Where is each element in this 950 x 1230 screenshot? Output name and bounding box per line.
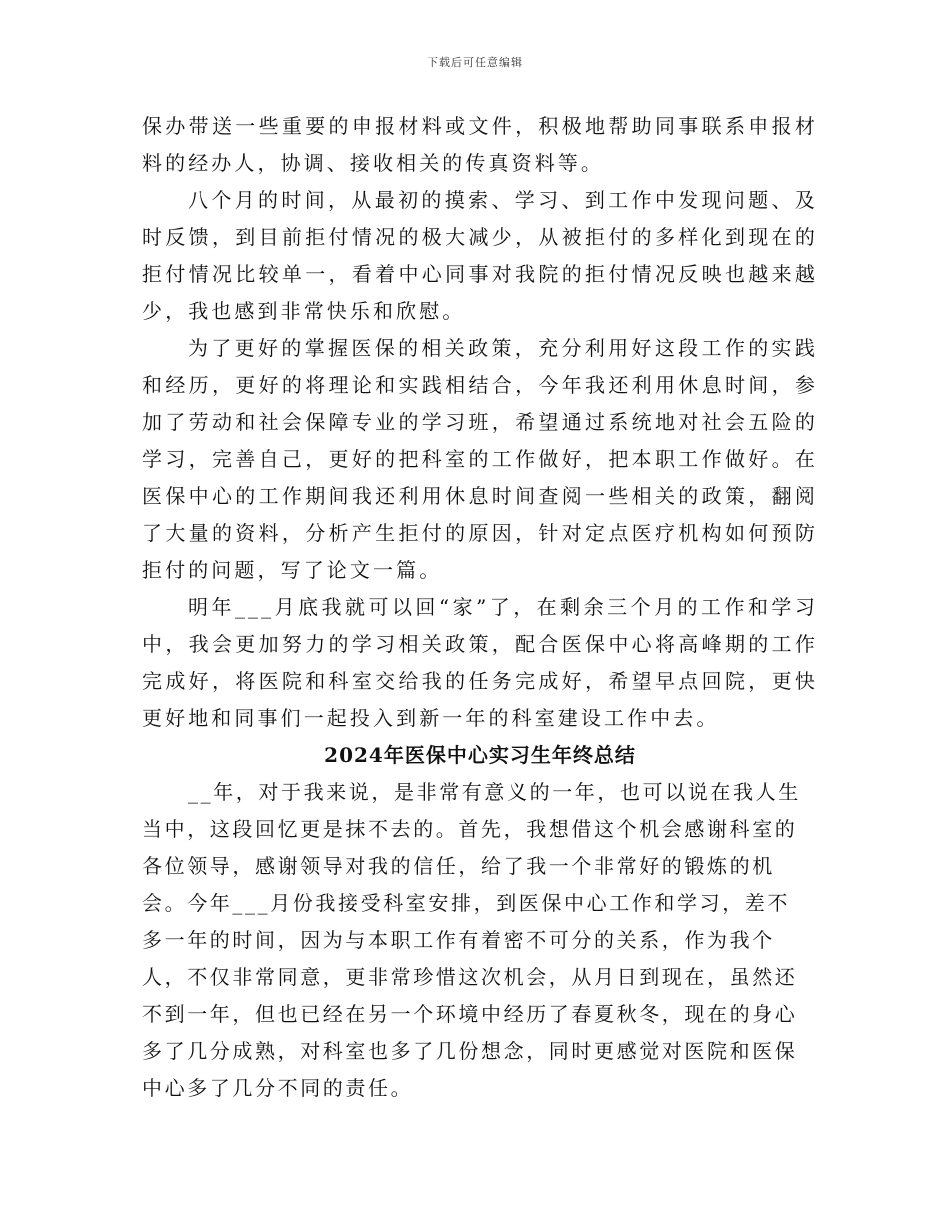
page-header: 下载后可任意编辑 bbox=[427, 56, 523, 69]
paragraph-continuation: 保办带送一些重要的申报材料或文件，积极地帮助同事联系申报材料的经办人，协调、接收相关的传真资料等。 bbox=[142, 114, 818, 175]
section-title: 2024年医保中心实习生年终总结 bbox=[324, 743, 636, 767]
paragraph-next-year: 明年___月底我就可以回“家”了，在剩余三个月的工作和学习中，我会更加努力的学习相关政策，配合医保中心将高峰期的工作完成好，将医院和科室交给我的任务完成好，希望早点回院，更快更好地和同事们一起投入到新一年的科室建设工作中去。 bbox=[142, 595, 818, 730]
document-body bbox=[142, 108, 818, 1107]
paragraph-eight-months: 八个月的时间，从最初的摸索、学习、到工作中发现问题、及时反馈，到目前拒付情况的极大减少，从被拒付的多样化到现在的拒付情况比较单一，看着中心同事对我院的拒付情况反映也越来越少，我也感到非常快乐和欣慰。 bbox=[142, 188, 818, 323]
paragraph-year-summary: __年，对于我来说，是非常有意义的一年，也可以说在我人生当中，这段回忆更是抹不去的。首先，我想借这个机会感谢科室的各位领导，感谢领导对我的信任，给了我一个非常好的锻炼的机会。今年___月份我接受科室安排，到医保中心工作和学习，差不多一年的时间，因为与本职工作有着密不可分的关系，作为我个人，不仅非常同意，更非常珍惜这次机会，从月日到现在，虽然还不到一年，但也已经在另一个环境中经历了春夏秋冬，现在的身心多了几分成熟，对科室也多了几份想念，同时更感觉对医院和医保中心多了几分不同的责任。 bbox=[142, 780, 801, 1100]
paragraph-policy-study: 为了更好的掌握医保的相关政策，充分利用好这段工作的实践和经历，更好的将理论和实践相结合，今年我还利用休息时间，参加了劳动和社会保障专业的学习班，希望通过系统地对社会五险的学习，完善自己，更好的把科室的工作做好，把本职工作做好。在医保中心的工作期间我还利用休息时间查阅一些相关的政策，翻阅了大量的资料，分析产生拒付的原因，针对定点医疗机构如何预防拒付的问题，写了论文一篇。 bbox=[142, 336, 818, 582]
